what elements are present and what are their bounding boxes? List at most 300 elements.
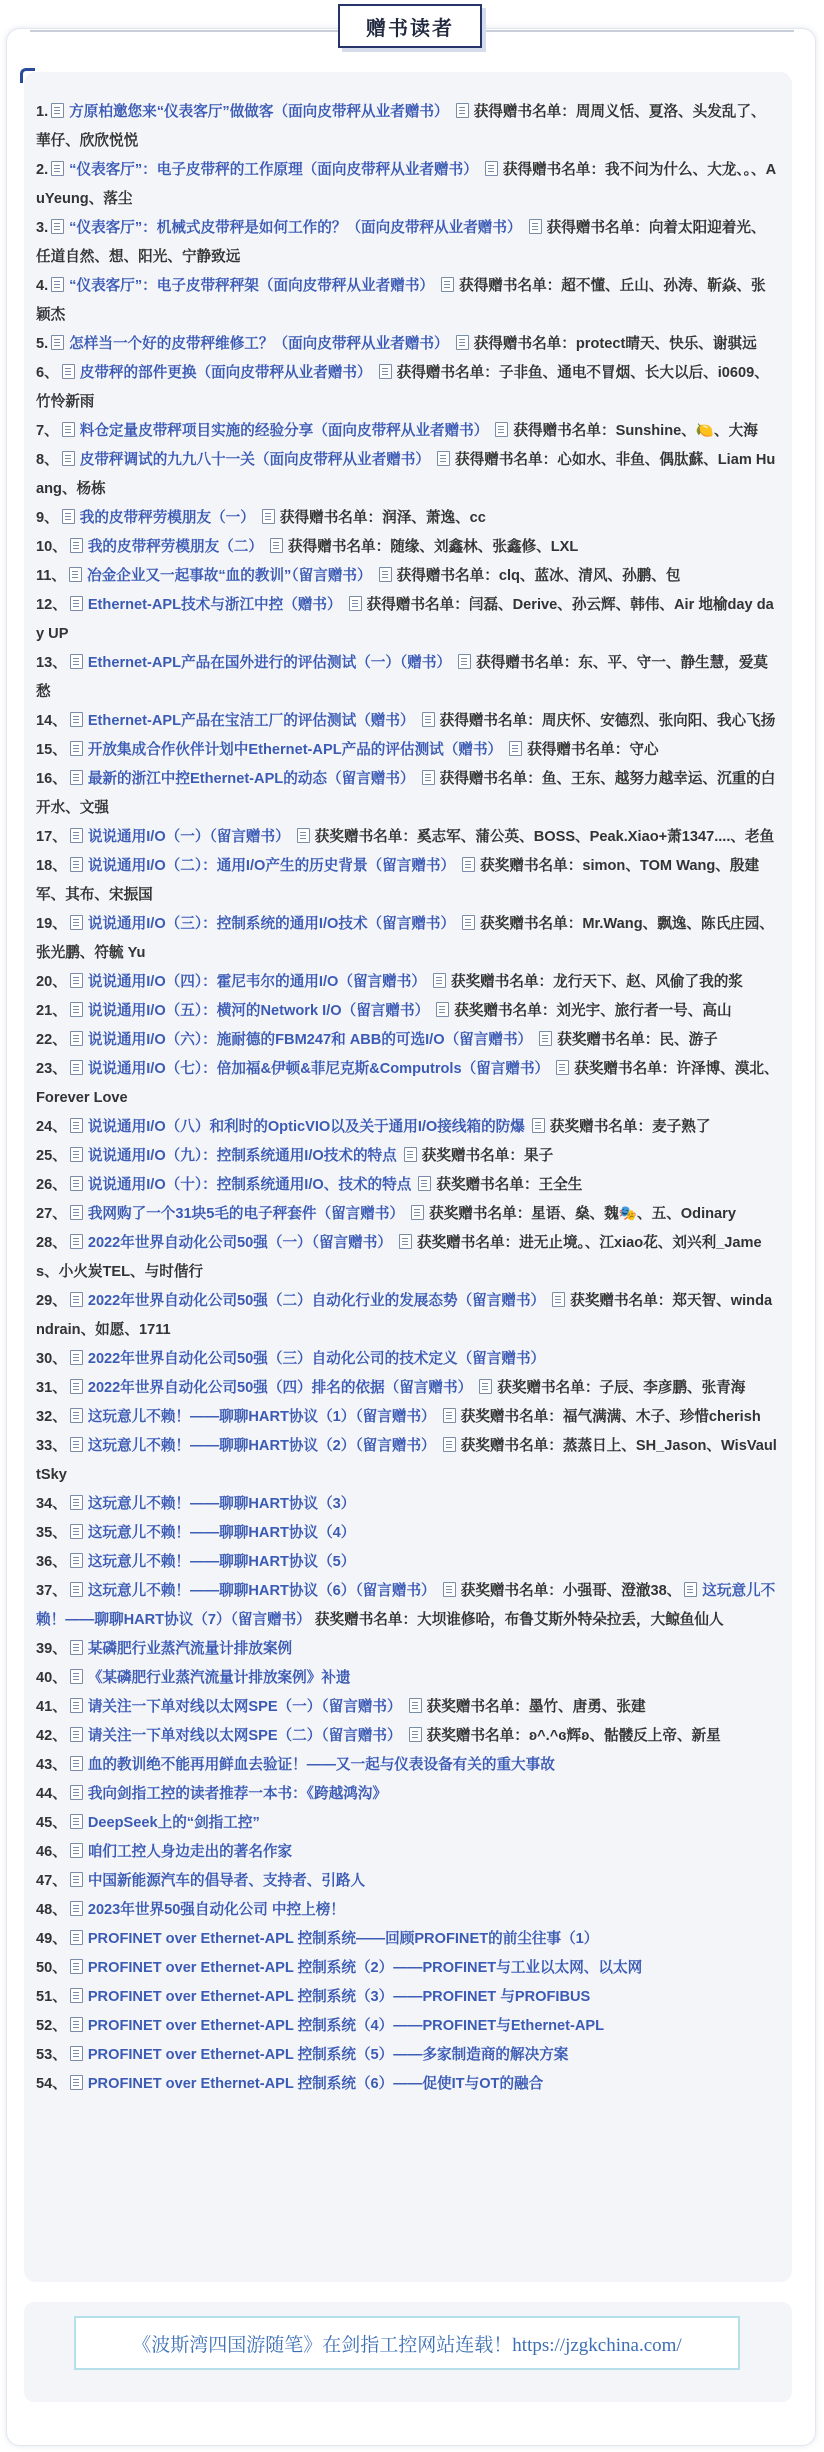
list-item — [36, 1983, 780, 2012]
winner-names: Sunshine、🍋、大海 — [615, 423, 758, 439]
winners-label: 获得赠书名单： — [459, 278, 562, 294]
winner-names: 民、游子 — [659, 1032, 718, 1048]
winner-names: 向着太阳迎着光、任道自然、想、阳光、宁静致远 — [36, 220, 766, 265]
document-icon — [70, 1785, 83, 1800]
article-link[interactable]: Ethernet-APL产品在宝洁工厂的评估测试（赠书） — [87, 713, 415, 729]
item-number: 19、 — [36, 916, 67, 932]
document-icon — [62, 451, 75, 466]
winners-label: 获奖赠书名单： — [314, 829, 417, 845]
document-icon — [399, 1234, 412, 1249]
document-icon — [556, 1060, 569, 1075]
winner-names: 龙行天下、赵、风偷了我的浆 — [553, 974, 743, 990]
list-item — [36, 1693, 780, 1722]
winner-names: 守心 — [629, 742, 659, 758]
document-icon — [70, 828, 83, 843]
document-icon — [62, 422, 75, 437]
item-number: 51、 — [36, 1989, 67, 2005]
document-icon — [70, 1350, 83, 1365]
winners-label: 获得赠书名单： — [476, 655, 579, 671]
item-number: 40、 — [36, 1670, 67, 1686]
list-item — [36, 591, 780, 649]
item-number: 17、 — [36, 829, 67, 845]
item-number: 54、 — [36, 2076, 67, 2092]
item-number: 1. — [36, 104, 49, 120]
winners-label: 获奖赠书名单： — [454, 1003, 557, 1019]
document-icon — [62, 364, 75, 379]
item-number: 6、 — [36, 365, 59, 381]
document-icon — [70, 1843, 83, 1858]
document-icon — [70, 973, 83, 988]
article-link[interactable]: 说说通用I/O（九）：控制系统通用I/O技术的特点 — [87, 1148, 397, 1164]
winners-label: 获得赠书名单： — [439, 713, 542, 729]
item-number: 3. — [36, 220, 49, 236]
winner-names: 超不懂、丘山、孙涛、靳焱、张颖杰 — [36, 278, 766, 323]
list-item — [36, 2041, 780, 2070]
document-icon — [479, 1379, 492, 1394]
winners-label: 获奖赠书名单： — [436, 1177, 539, 1193]
list-item — [36, 852, 780, 910]
article-link[interactable]: 开放集成合作伙伴计划中Ethernet-APL产品的评估测试（赠书） — [87, 742, 503, 758]
document-icon — [539, 1031, 552, 1046]
item-number: 46、 — [36, 1844, 67, 1860]
winners-label: 获奖赠书名单： — [480, 858, 583, 874]
item-number: 12、 — [36, 597, 67, 613]
article-link[interactable]: 咱们工控人身边走出的著名作家 — [87, 1844, 293, 1860]
article-link[interactable]: 我向剑指工控的读者推荐一本书：《跨越鸿沟》 — [87, 1786, 387, 1802]
document-icon — [411, 1205, 424, 1220]
article-link[interactable]: 这玩意儿不赖！——聊聊HART协议（5） — [87, 1554, 356, 1570]
document-icon — [70, 1437, 83, 1452]
item-number: 20、 — [36, 974, 67, 990]
list-item — [36, 562, 780, 591]
item-number: 39、 — [36, 1641, 67, 1657]
article-link[interactable]: 2022年世界自动化公司50强（四）排名的依据（留言赠书） — [87, 1380, 473, 1396]
document-icon — [437, 451, 450, 466]
document-icon — [433, 973, 446, 988]
item-number: 47、 — [36, 1873, 67, 1889]
winner-names: 子非鱼、通电不冒烟、长大以后、i0609、竹怜新雨 — [36, 365, 769, 410]
article-link[interactable]: 这玩意儿不赖！——聊聊HART协议（4） — [87, 1525, 356, 1541]
winners-label: 获奖赠书名单： — [416, 1235, 520, 1251]
item-number: 7、 — [36, 423, 59, 439]
document-icon — [70, 2075, 83, 2090]
document-icon — [262, 509, 275, 524]
winners-label: 获奖赠书名单： — [497, 1380, 600, 1396]
winners-label: 获奖赠书名单： — [314, 1612, 418, 1628]
list-item — [36, 1867, 780, 1896]
winner-names: 我不问为什么、大龙、。、AuYeung、落尘 — [36, 162, 777, 207]
document-icon — [509, 741, 522, 756]
document-icon — [70, 1002, 83, 1017]
article-link[interactable]: “仪表客厅”：电子皮带秤秤架（面向皮带秤从业者赠书） — [69, 278, 435, 294]
document-icon — [70, 712, 83, 727]
list-item — [36, 1026, 780, 1055]
document-icon — [349, 596, 362, 611]
document-icon — [462, 915, 475, 930]
document-icon — [70, 1959, 83, 1974]
document-icon — [297, 828, 310, 843]
article-link[interactable]: “仪表客厅”：电子皮带秤的工作原理（面向皮带秤从业者赠书） — [69, 162, 478, 178]
winners-label: 获得赠书名单： — [396, 365, 499, 381]
article-link[interactable]: 冶金企业又一起事故“血的教训”（留言赠书） — [87, 568, 372, 584]
article-link[interactable]: 怎样当一个好的皮带秤维修工？（面向皮带秤从业者赠书） — [69, 336, 449, 352]
document-icon — [70, 1205, 83, 1220]
document-icon — [51, 161, 64, 176]
winners-label: 获奖赠书名单： — [426, 1699, 529, 1715]
document-icon — [456, 335, 469, 350]
document-icon — [404, 1147, 417, 1162]
item-number: 49、 — [36, 1931, 67, 1947]
list-item — [36, 707, 780, 736]
winners-label: 获奖赠书名单： — [429, 1206, 532, 1222]
winner-names: 星语、燊、魏🎭、五、Odinary — [531, 1206, 736, 1222]
article-link[interactable]: 我网购了一个31块5毛的电子秤套件（留言赠书） — [87, 1206, 405, 1222]
document-icon — [70, 654, 83, 669]
document-icon — [422, 770, 435, 785]
list-item — [36, 330, 780, 359]
document-icon — [443, 1437, 456, 1452]
winners-label: 获奖赠书名单： — [574, 1061, 677, 1077]
winners-label: 获奖赠书名单： — [426, 1728, 529, 1744]
document-icon — [456, 103, 469, 118]
article-link[interactable]: 这玩意儿不赖！——聊聊HART协议（6）（留言赠书） — [87, 1583, 436, 1599]
article-link[interactable]: 中国新能源汽车的倡导者、支持者、引路人 — [87, 1873, 366, 1889]
winner-names: simon、TOM Wang、殷建军、其布、宋振国 — [36, 858, 760, 903]
article-link[interactable]: DeepSeek上的“剑指工控” — [87, 1815, 260, 1831]
article-link[interactable]: 2022年世界自动化公司50强（二）自动化行业的发展态势（留言赠书） — [87, 1293, 546, 1309]
list-item — [36, 504, 780, 533]
item-number: 18、 — [36, 858, 67, 874]
document-icon — [70, 857, 83, 872]
document-icon — [51, 219, 64, 234]
winner-names: 麦子熟了 — [652, 1119, 711, 1135]
document-icon — [532, 1118, 545, 1133]
list-item — [36, 1519, 780, 1548]
winner-names: 东、平、守一、静生慧，爱莫愁 — [36, 655, 769, 700]
document-icon — [70, 1727, 83, 1742]
item-number: 44、 — [36, 1786, 67, 1802]
item-number: 24、 — [36, 1119, 67, 1135]
item-number: 32、 — [36, 1409, 67, 1425]
list-item — [36, 1229, 780, 1287]
list-item — [36, 823, 780, 852]
document-icon — [70, 1872, 83, 1887]
item-number: 45、 — [36, 1815, 67, 1831]
article-link[interactable]: 说说通用I/O（十）：控制系统通用I/O、技术的特点 — [87, 1177, 412, 1193]
title-bar — [0, 0, 824, 60]
document-icon — [70, 1176, 83, 1191]
item-number: 48、 — [36, 1902, 67, 1918]
document-icon — [70, 1031, 83, 1046]
document-icon — [70, 1118, 83, 1133]
article-link[interactable]: 2022年世界自动化公司50强（一）（留言赠书） — [87, 1235, 392, 1251]
item-number: 34、 — [36, 1496, 67, 1512]
document-icon — [70, 1640, 83, 1655]
item-number: 53、 — [36, 2047, 67, 2063]
list-item — [36, 98, 780, 156]
reader-list-panel — [24, 72, 792, 2282]
item-number: 42、 — [36, 1728, 67, 1744]
winner-names: 郑天智、windandrain、如愿、1711 — [36, 1293, 773, 1338]
document-icon — [70, 1901, 83, 1916]
list-item — [36, 446, 780, 504]
document-icon — [70, 1060, 83, 1075]
document-icon — [495, 422, 508, 437]
article-link[interactable]: PROFINET over Ethernet-APL 控制系统（2）——PROFINET与工业以太网、以太网 — [87, 1960, 643, 1976]
item-number: 27、 — [36, 1206, 67, 1222]
list-item — [36, 1345, 780, 1374]
article-link[interactable]: 最新的浙江中控Ethernet-APL的动态（留言赠书） — [87, 771, 415, 787]
winners-label: 获奖赠书名单： — [421, 1148, 524, 1164]
winner-names: 随缘、刘鑫林、张鑫修、LXL — [390, 539, 579, 555]
list-item — [36, 649, 780, 707]
winners-label: 获得赠书名单 — [473, 336, 562, 352]
panel-corner-decoration — [20, 68, 35, 83]
item-number: 21、 — [36, 1003, 67, 1019]
item-number: 26、 — [36, 1177, 67, 1193]
document-icon — [70, 915, 83, 930]
article-link[interactable]: Ethernet-APL产品在国外进行的评估测试（一）（赠书） — [87, 655, 452, 671]
winner-names: 子辰、李彦鹏、张青海 — [599, 1380, 746, 1396]
list-item — [36, 1403, 780, 1432]
article-link[interactable]: 方原柏邀您来“仪表客厅”做做客（面向皮带秤从业者赠书） — [69, 104, 449, 120]
item-number: 4. — [36, 278, 49, 294]
item-number: 29、 — [36, 1293, 67, 1309]
winners-label: 获奖赠书名单： — [480, 916, 583, 932]
list-item — [36, 1374, 780, 1403]
list-item — [36, 968, 780, 997]
document-icon — [70, 538, 83, 553]
list-item — [36, 1751, 780, 1780]
list-item — [36, 1113, 780, 1142]
document-icon — [70, 741, 83, 756]
document-icon — [409, 1698, 422, 1713]
winners-label: 获奖赠书名单： — [570, 1293, 673, 1309]
list-item — [36, 156, 780, 214]
list-item — [36, 765, 780, 823]
item-number: 31、 — [36, 1380, 67, 1396]
article-link[interactable]: 某磷肥行业蒸汽流量计排放案例 — [87, 1641, 293, 1657]
winners-label: 获奖赠书名单： — [557, 1032, 660, 1048]
item-number: 23、 — [36, 1061, 67, 1077]
article-link[interactable]: 我的皮带秤劳模朋友（二） — [87, 539, 263, 555]
article-link[interactable]: 说说通用I/O（八）和利时的OpticVIO以及关于通用I/O接线箱的防爆 — [87, 1119, 525, 1135]
item-number: 14、 — [36, 713, 67, 729]
footer — [24, 2302, 792, 2402]
winner-names: Mr.Wang、飘逸、陈氏庄园、张光鹏、符毓 Yu — [36, 916, 774, 961]
list-item — [36, 2070, 780, 2099]
article-link[interactable]: 这玩意儿不赖！——聊聊HART协议（2）（留言赠书） — [87, 1438, 436, 1454]
winner-names: 润泽、萧逸、cc — [382, 510, 486, 526]
item-number: 43、 — [36, 1757, 67, 1773]
document-icon — [70, 1756, 83, 1771]
winner-names: 王全生 — [538, 1177, 583, 1193]
document-icon — [70, 1292, 83, 1307]
article-link[interactable]: 说说通用I/O（五）：横河的Network I/O（留言赠书） — [87, 1003, 430, 1019]
article-link[interactable]: 说说通用I/O（六）：施耐德的FBM247和 ABB的可选I/O（留言赠书） — [87, 1032, 533, 1048]
list-item — [36, 1635, 780, 1664]
item-number: 30、 — [36, 1351, 67, 1367]
winner-names: 刘光宇、旅行者一号、高山 — [556, 1003, 732, 1019]
item-number: 9、 — [36, 510, 59, 526]
document-icon — [70, 1814, 83, 1829]
article-link[interactable]: 这玩意儿不赖！——聊聊HART协议（1）（留言赠书） — [87, 1409, 436, 1425]
winner-names: ：protect晴天、快乐、谢骐远 — [561, 336, 757, 352]
article-link[interactable]: 说说通用I/O（三）：控制系统的通用I/O技术（留言赠书） — [87, 916, 456, 932]
winner-names: 闫磊、Derive、孙云辉、韩伟、Air 地榆day day UP — [36, 597, 774, 642]
winners-label: 获得赠书名单： — [439, 771, 542, 787]
document-icon — [70, 1147, 83, 1162]
list-item — [36, 1722, 780, 1751]
article-link[interactable]: 请关注一下单对线以太网SPE（二）（留言赠书） — [87, 1728, 402, 1744]
document-icon — [70, 596, 83, 611]
list-item — [36, 1490, 780, 1519]
article-link[interactable]: 《某磷肥行业蒸汽流量计排放案例》补遗 — [87, 1670, 351, 1686]
list-item — [36, 1142, 780, 1171]
list-item — [36, 1200, 780, 1229]
document-icon — [70, 1930, 83, 1945]
winners-label: 获得赠书名单： — [527, 742, 630, 758]
item-number: 15、 — [36, 742, 67, 758]
item-number: 41、 — [36, 1699, 67, 1715]
document-icon — [441, 277, 454, 292]
item-number: 50、 — [36, 1960, 67, 1976]
article-link[interactable]: Ethernet-APL技术与浙江中控（赠书） — [87, 597, 342, 613]
winner-names: 鱼、王东、越努力越幸运、沉重的白开水、文强 — [36, 771, 776, 816]
article-link[interactable]: 说说通用I/O（七）：倍加福&伊顿&菲尼克斯&Computrols（留言赠书） — [87, 1061, 550, 1077]
document-icon — [485, 161, 498, 176]
list-item — [36, 2012, 780, 2041]
document-icon — [70, 1698, 83, 1713]
winner-names: 进无止境。、江xiao花、刘兴利_James、小火炭TEL、与时偕行 — [36, 1235, 762, 1280]
article-link[interactable]: 我的皮带秤劳模朋友（一） — [79, 510, 255, 526]
item-number: 52、 — [36, 2018, 67, 2034]
winner-names: clq、蓝冰、清风、孙鹏、包 — [498, 568, 681, 584]
page-title: 赠书读者 — [338, 4, 482, 48]
winners-label: 获奖赠书名单： — [450, 974, 554, 990]
list-item — [36, 1664, 780, 1693]
document-icon — [418, 1176, 431, 1191]
article-link[interactable]: 2023年世界50强自动化公司 中控上榜！ — [87, 1902, 345, 1918]
document-icon — [529, 219, 542, 234]
winner-names: ʚ^.^ɞ辉ʚ、骷髅反上帝、新星 — [528, 1728, 721, 1744]
winners-label: 获得赠书名单： — [473, 104, 576, 120]
document-icon — [684, 1582, 697, 1597]
article-link[interactable]: 2022年世界自动化公司50强（三）自动化公司的技术定义（留言赠书） — [87, 1351, 546, 1367]
item-number: 28、 — [36, 1235, 67, 1251]
promo-banner[interactable]: 《波斯湾四国游随笔》在剑指工控网站连载！https://jzgkchina.com/ — [74, 2316, 740, 2370]
article-link[interactable]: PROFINET over Ethernet-APL 控制系统（6）——促使IT与OT的融合 — [87, 2076, 544, 2092]
list-item — [36, 1838, 780, 1867]
list-item — [36, 1809, 780, 1838]
item-number: 2. — [36, 162, 49, 178]
document-icon — [69, 567, 82, 582]
list-item — [36, 533, 780, 562]
winners-label: 获得赠书名单： — [366, 597, 469, 613]
item-number: 25、 — [36, 1148, 67, 1164]
article-link[interactable]: PROFINET over Ethernet-APL 控制系统（3）——PROFINET 与PROFIBUS — [87, 1989, 591, 2005]
article-link[interactable]: PROFINET over Ethernet-APL 控制系统——回顾PROFINET的前尘往事（1） — [87, 1931, 599, 1947]
item-number: 36、 — [36, 1554, 67, 1570]
article-link[interactable]: 这玩意儿不赖！——聊聊HART协议（7）（留言赠书） — [36, 1583, 776, 1628]
list-item — [36, 1925, 780, 1954]
winner-names: 周庆怀、安德烈、张向阳、我心飞扬 — [541, 713, 776, 729]
document-icon — [51, 103, 64, 118]
document-icon — [409, 1727, 422, 1742]
item-number: 16、 — [36, 771, 67, 787]
article-link[interactable]: PROFINET over Ethernet-APL 控制系统（5）——多家制造商的解决方案 — [87, 2047, 569, 2063]
article-link[interactable]: 这玩意儿不赖！——聊聊HART协议（3） — [87, 1496, 356, 1512]
article-link[interactable]: 血的教训绝不能再用鲜血去验证！——又一起与仪表设备有关的重大事故 — [87, 1757, 555, 1773]
document-icon — [51, 335, 64, 350]
document-icon — [270, 538, 283, 553]
winners-label: 获得赠书名单： — [279, 510, 383, 526]
list-item — [36, 736, 780, 765]
document-icon — [70, 1553, 83, 1568]
document-icon — [436, 1002, 449, 1017]
article-link[interactable]: “仪表客厅”：机械式皮带秤是如何工作的？（面向皮带秤从业者赠书） — [69, 220, 522, 236]
list-item — [36, 1432, 780, 1490]
article-link[interactable]: PROFINET over Ethernet-APL 控制系统（4）——PROFINET与Ethernet-APL — [87, 2018, 605, 2034]
list-item — [36, 272, 780, 330]
document-icon — [70, 1988, 83, 2003]
article-link[interactable]: 皮带秤的部件更换（面向皮带秤从业者赠书） — [79, 365, 372, 381]
document-icon — [379, 364, 392, 379]
winners-label: 获奖赠书名单： — [460, 1409, 563, 1425]
list-item — [36, 1896, 780, 1925]
document-icon — [70, 1234, 83, 1249]
article-link[interactable]: 说说通用I/O（一）（留言赠书） — [87, 829, 290, 845]
article-link[interactable]: 料仓定量皮带秤项目实施的经验分享（面向皮带秤从业者赠书） — [79, 423, 489, 439]
list-item — [36, 997, 780, 1026]
document-icon — [70, 1582, 83, 1597]
document-icon — [70, 1669, 83, 1684]
item-number: 11、 — [36, 568, 67, 584]
list-item — [36, 1577, 780, 1635]
winner-names: 蒸蒸日上、SH_Jason、WisVaultSky — [36, 1438, 777, 1483]
document-icon — [70, 2046, 83, 2061]
list-item — [36, 1954, 780, 1983]
item-number: 37、 — [36, 1583, 67, 1599]
document-icon — [422, 712, 435, 727]
item-number: 10、 — [36, 539, 67, 555]
list-item — [36, 1780, 780, 1809]
winners-label: 获奖赠书名单： — [549, 1119, 653, 1135]
winners-label: 获得赠书名单： — [546, 220, 649, 236]
article-link[interactable]: 说说通用I/O（四）：霍尼韦尔的通用I/O（留言赠书） — [87, 974, 426, 990]
list-item — [36, 214, 780, 272]
document-icon — [62, 509, 75, 524]
winners-label: 获得赠书名单： — [288, 539, 391, 555]
winner-names: 心如水、非鱼、偶肽蘇、Liam Huang、杨栋 — [36, 452, 776, 497]
item-number: 35、 — [36, 1525, 67, 1541]
document-icon — [70, 1408, 83, 1423]
winners-label: 获得赠书名单： — [455, 452, 558, 468]
article-link[interactable]: 皮带秤调试的九九八十一关（面向皮带秤从业者赠书） — [79, 452, 430, 468]
item-number: 22、 — [36, 1032, 67, 1048]
document-icon — [462, 857, 475, 872]
item-number: 33、 — [36, 1438, 67, 1454]
article-link[interactable]: 请关注一下单对线以太网SPE（一）（留言赠书） — [87, 1699, 402, 1715]
document-icon — [552, 1292, 565, 1307]
document-icon — [458, 654, 471, 669]
list-item — [36, 1171, 780, 1200]
winner-names: 果子 — [523, 1148, 554, 1164]
winners-label: 获得赠书名单： — [513, 423, 616, 439]
document-icon — [51, 277, 64, 292]
article-link[interactable]: 说说通用I/O（二）：通用I/O产生的历史背景（留言赠书） — [87, 858, 456, 874]
winner-names: 福气满满、木子、珍惜cherish — [562, 1409, 761, 1425]
